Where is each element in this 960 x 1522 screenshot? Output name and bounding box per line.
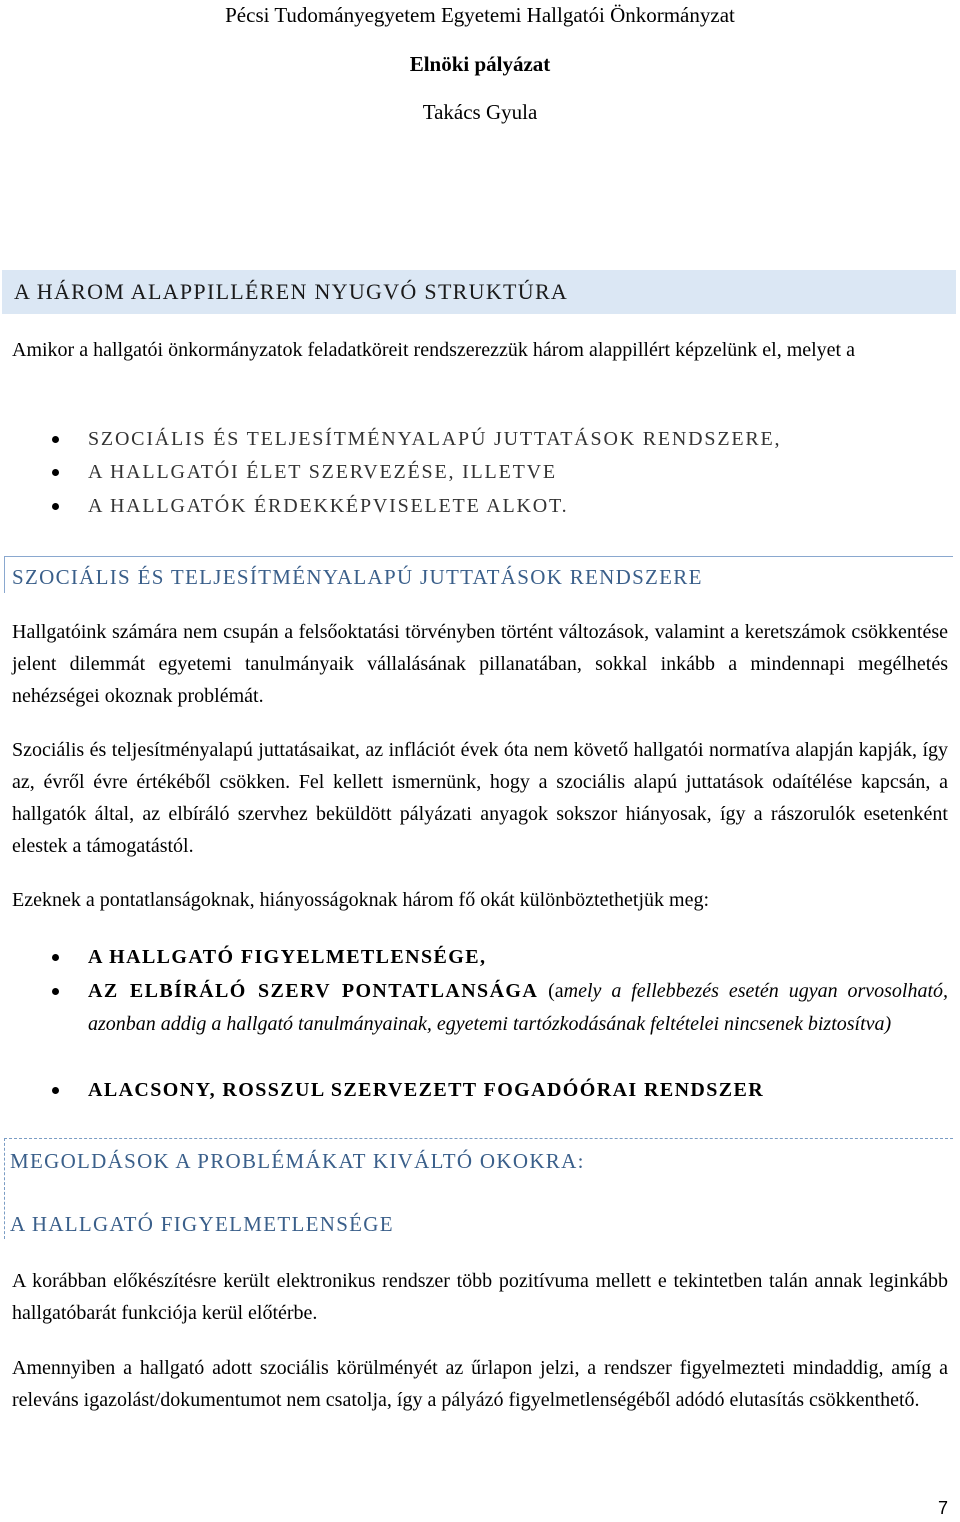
document-subtitle: Elnöki pályázat: [409, 52, 551, 76]
section-heading-band: [2, 270, 956, 314]
bullet-icon: [52, 988, 59, 995]
list-item: [88, 1074, 948, 1107]
list-item-text: A HALLGATÓK ÉRDEKKÉPVISELETE ALKOT.: [88, 495, 569, 517]
list-item-note-open: (a: [538, 980, 564, 1002]
bullet-icon: [52, 469, 59, 476]
body-paragraph: A korábban előkészítésre került elektronikus rendszer több pozitívuma mellett e tekintetben talán annak leginkább hallgatóbarát funkciója kerül előtérbe.: [12, 1270, 948, 1324]
section-intro-paragraph: Amikor a hallgatói önkormányzatok feladatköreit rendszerezzük három alappillért képzelünk el, melyet a: [12, 339, 855, 361]
list-item-note: mely a fellebbezés esetén ugyan orvosolható, azonban addig a hallgató tanulmányainak, egyetemi tartózkodásának feltételei nincsenek biztosítva: [88, 980, 949, 1035]
bullet-icon: [52, 503, 59, 510]
list-item-text: A HALLGATÓ FIGYELMETLENSÉGE,: [88, 946, 487, 968]
bullet-icon: [52, 954, 59, 961]
bullet-icon: [52, 1087, 59, 1094]
bullet-icon: [52, 436, 59, 443]
list-item: [88, 490, 948, 523]
list-item: [88, 975, 948, 1041]
section-heading: SZOCIÁLIS ÉS TELJESÍTMÉNYALAPÚ JUTTATÁSOK RENDSZERE: [12, 565, 703, 589]
section-heading: A HÁROM ALAPPILLÉREN NYUGVÓ STRUKTÚRA: [14, 279, 569, 304]
list-item: [88, 456, 948, 489]
body-paragraph: Szociális és teljesítményalapú juttatásaikat, az inflációt évek óta nem követő hallgatói normatíva alapján kapják, így az, évről évre értékéből csökken. Fel kellett ismernünk, hogy a szociális alapú juttatások odaítélése kapcsán, a hallgatók által, az elbíráló szervhez beküldött pályázati anyagok sokszor hiányosak, így a rászorulók esetenként elestek a támogatástól.: [12, 739, 948, 857]
page-number: 7: [937, 1498, 948, 1518]
list-item-note-close: ): [884, 1013, 892, 1035]
document-author: Takács Gyula: [422, 100, 538, 124]
list-item-text: ALACSONY, ROSSZUL SZERVEZETT FOGADÓÓRAI RENDSZER: [88, 1079, 765, 1101]
section-heading: MEGOLDÁSOK A PROBLÉMÁKAT KIVÁLTÓ OKOKRA:: [10, 1149, 585, 1173]
list-item: [88, 941, 948, 974]
list-item-text: SZOCIÁLIS ÉS TELJESÍTMÉNYALAPÚ JUTTATÁSOK RENDSZERE,: [88, 428, 782, 450]
document-header-title: Pécsi Tudományegyetem Egyetemi Hallgatói Önkormányzat: [225, 3, 735, 27]
list-item-text: A HALLGATÓI ÉLET SZERVEZÉSE, ILLETVE: [88, 461, 557, 483]
body-paragraph: Amennyiben a hallgató adott szociális körülményét az űrlapon jelzi, a rendszer figyelmezteti mindaddig, amíg a releváns igazolást/dokumentumot nem csatolja, így a pályázó figyelmetlenségéből adódó elutasítás csökkenthető.: [12, 1357, 948, 1411]
list-item: [88, 423, 948, 456]
body-paragraph: Hallgatóink számára nem csupán a felsőoktatási törvényben történt változások, valamint a keretszámok csökkentése jelent dilemmát egyetemi tanulmányaik vállalásának pillanatában, sokkal inkább a mindennapi megélhetés nehézségei okoznak problémát.: [12, 621, 948, 707]
list-item-text: AZ ELBÍRÁLÓ SZERV PONTATLANSÁGA: [88, 980, 539, 1002]
subsection-heading: A HALLGATÓ FIGYELMETLENSÉGE: [10, 1212, 394, 1236]
body-paragraph: Ezeknek a pontatlanságoknak, hiányosságoknak három fő okát különböztethetjük meg:: [12, 889, 710, 911]
